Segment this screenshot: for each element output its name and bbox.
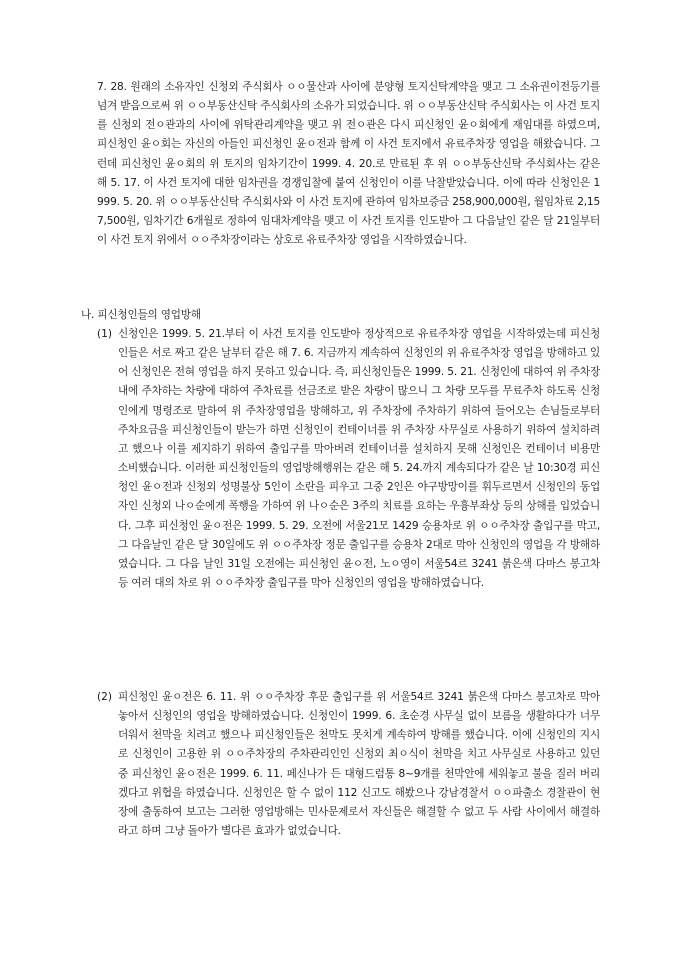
item-text-2: 피신청인 윤ㅇ전은 6. 11. 위 ㅇㅇ주차장 후문 출입구를 위 서울54르 3241 붉은색 다마스 봉고차로 막아 놓아서 신청인의 영업을 방해하였습니다. 신청인이 1999. 6. 초순경 사무실 없이 보름을 생활하다가 너무 더워서 천막을 치려고 했으나 피신청인들은 천막도 못치게 계속하여 방해를 했습니다. 이에 신청인의 지시로 신청인이 고용한 위 ㅇㅇ주차장의 주차관리인인 신청외 최ㅇ식이 천막을 치고 사무실로 사용하고 있던 중 피신청인 윤ㅇ전은 1999. 6. 11. 페신나가 든 대형드럼통 8~9개를 천막안에 세워놓고 불을 질러 버리겠다고 위협을 하였습니다. 신청인은 할 수 없이 112 신고도 해봤으나 강남경찰서 ㅇㅇ파출소 경찰관이 현장에 출동하여 보고는 그러한 영업방해는 민사문제로서 자신들은 해결할 수 없고 두 사람 사이에서 해결하라고 하며 그냥 돌아가 별다른 효과가 없었습니다. xyxy=(118,691,600,838)
item-text-1: 신청인은 1999. 5. 21.부터 이 사건 토지를 인도받아 정상적으로 유료주차장 영업을 시작하였는데 피신청인들은 서로 짜고 같은 날부터 같은 해 7. 6. 지금까지 계속하여 신청인의 위 유료주차장 영업을 방해하고 있어 신청인은 전혀 영업을 하지 못하고 있습니다. 즉, 피신청인들은 1999. 5. 21. 신청인에 대하여 위 주차장 내에 주차하는 차량에 대하여 주차료를 선금조로 받은 차량이 많으니 그 차량 모두를 무료주차 하도록 신청인에게 명령조로 말하여 위 주차장영업을 방해하고, 위 주차장에 주차하기 위하여 들어오는 손님들로부터 주차요금을 피신청인들이 받는가 하면 신청인이 컨테이너를 위 주차장 사무실로 사용하기 위하여 설치하려고 했으나 이를 제지하기 위하여 출입구를 막아버려 컨테이너를 설치하지 못해 신청인은 컨테이너 비용만 소비했습니다. 이러한 피신청인들의 영업방해행위는 같은 해 5. 24.까지 계속되다가 같은 날 10:30경 피신청인 윤ㅇ전과 신청외 성명불상 5인이 소란을 피우고 그중 2인은 야구방망이를 휘두르면서 신청인의 동업자인 신청외 나ㅇ순에게 폭행을 가하여 위 나ㅇ순은 3주의 치료를 요하는 우흉부좌상 등의 상해를 입었습니다. 그후 피신청인 윤ㅇ전은 1999. 5. 29. 오전에 서울21모 1429 승용차로 위 ㅇㅇ주차장 출입구를 막고, 그 다음날인 같은 달 30일에도 위 ㅇㅇ주차장 정문 출입구를 승용차 2대로 막아 신청인의 영업을 각 방해하였습니다. 그 다음 날인 31일 오전에는 피신청인 윤ㅇ전, 노ㅇ영이 서울54르 3241 붉은색 다마스 봉고차 등 여러 대의 차로 위 ㅇㅇ주차장 출입구를 막아 신청인의 영업을 방해하였습니다. xyxy=(118,328,600,590)
item-number-2: (2) xyxy=(97,691,113,703)
item-number-1: (1) xyxy=(97,328,113,340)
continuation-paragraph: 7. 28. 원래의 소유자인 신청외 주식회사 ㅇㅇ물산과 사이에 분양형 토지신탁계약을 맺고 그 소유권이전등기를 넘겨 받음으로써 위 ㅇㅇ부동산신탁 주식회사의 소유가 되었습니다. 위 ㅇㅇ부동산신탁 주식회사는 이 사건 토지를 신청외 전ㅇ관과의 사이에 위탁관리계약을 맺고 위 전ㅇ관은 다시 피신청인 윤ㅇ회에게 재임대를 하였으며, 피신청인 윤ㅇ회는 자신의 아들인 피신청인 윤ㅇ전과 함께 이 사건 토지에서 유료주차장 영업을 해왔습니다. 그런데 피신청인 윤ㅇ회의 위 토지의 임차기간이 1999. 4. 20.로 만료된 후 위 ㅇㅇ부동산신탁 주식회사는 같은 해 5. 17. 이 사건 토지에 대한 임차권을 경쟁입찰에 붙여 신청인이 이를 낙찰받았습니다. 이에 따라 신청인은 1999. 5. 20. 위 ㅇㅇ부동산신탁 주식회사와 이 사건 토지에 관하여 임차보증금 258,900,000원, 월임차료 2,157,500원, 임차기간 6개월로 정하여 임대차계약을 맺고 이 사건 토지를 인도받아 그 다음날인 같은 달 21일부터 이 사건 토지 위에서 ㅇㅇ주차장이라는 상호로 유료주차장 영업을 시작하였습니다. xyxy=(97,81,600,247)
section-heading: 나. 피신청인들의 영업방해 xyxy=(81,309,201,321)
